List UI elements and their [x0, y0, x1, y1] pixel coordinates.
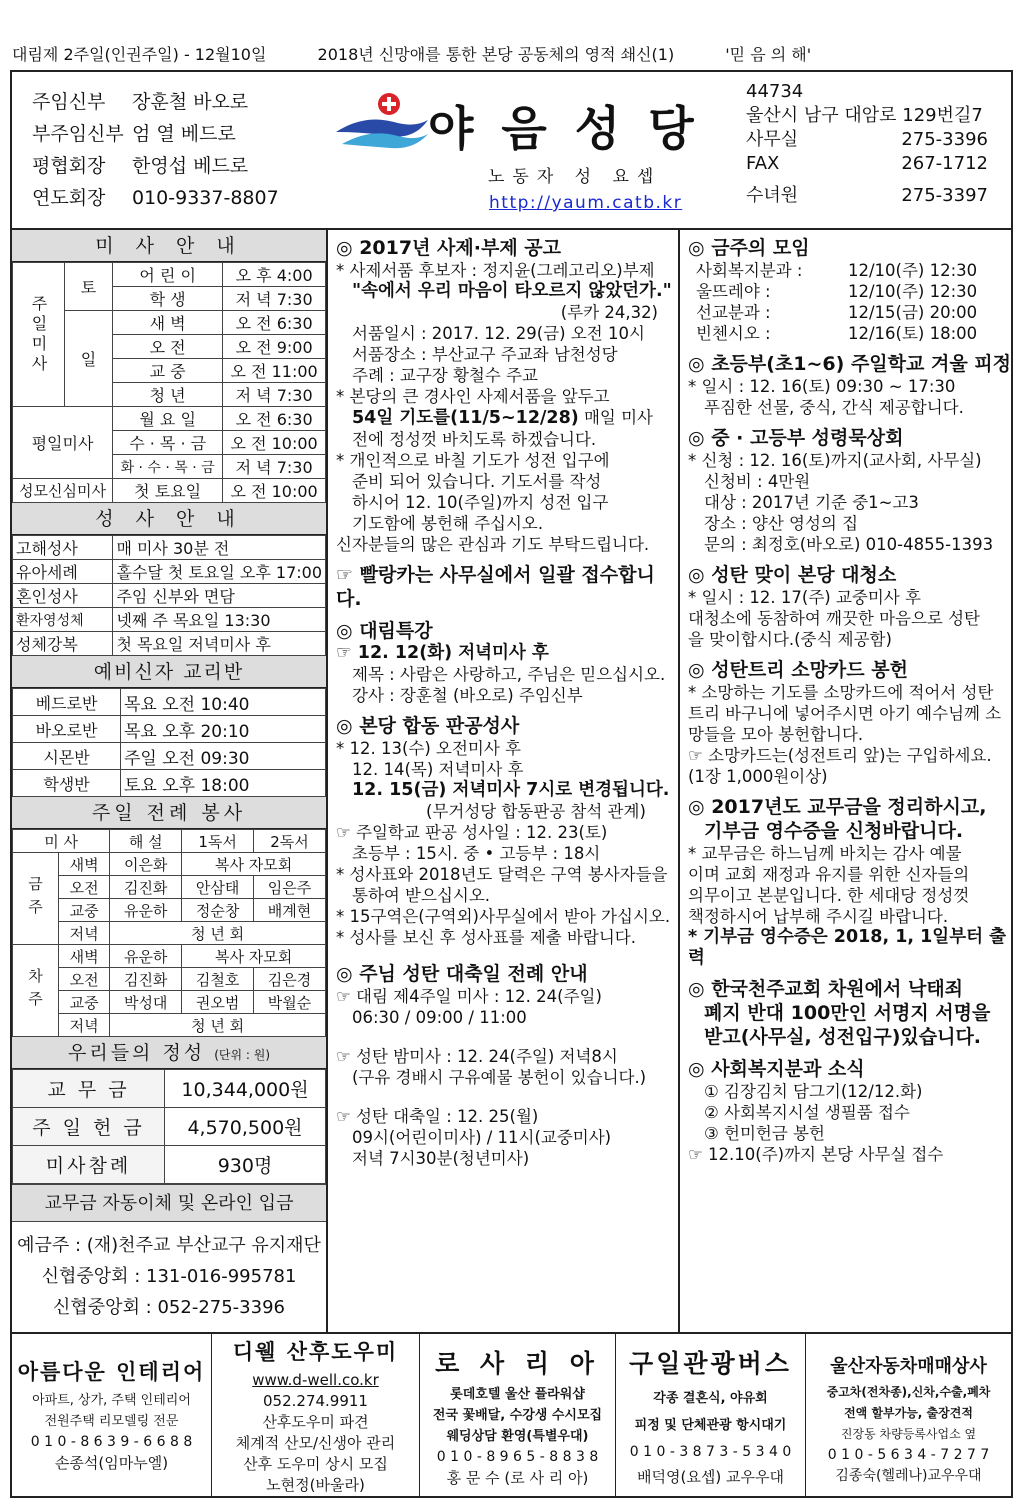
convent-label: 수녀원: [746, 185, 799, 206]
meeting-time: 12/16(토) 18:00: [848, 324, 978, 343]
notice-line: 초등부 : 15시. 중 • 고등부 : 18시: [352, 844, 601, 863]
ad-link[interactable]: www.d-well.co.kr: [252, 1371, 379, 1389]
notice-line: 전에 정성껏 바치도록 하겠습니다.: [352, 430, 597, 449]
youth-group: 청 년 회: [110, 922, 326, 945]
meeting-name: 사회복지분과 :: [696, 261, 803, 280]
notice-line: 통하여 받으십시오.: [352, 886, 491, 905]
clergy-name: 엄 열 베드로: [132, 123, 236, 145]
class-name: 시몬반: [13, 743, 121, 770]
commentator: 박성대: [110, 991, 182, 1014]
mass-time: 저 녁 7:30: [223, 455, 326, 479]
notice-line: 문의 : 최정호(바오로) 010-4855-1393: [704, 535, 994, 554]
convent-phone: 275-3397: [901, 185, 988, 206]
notice-line: * 소망하는 기도를 소망카드에 적어서 성탄: [688, 683, 994, 702]
mass-time: 오 전 10:00: [223, 431, 326, 455]
middle-column: [328, 230, 680, 1332]
church-patron: 노동자 성 요셉: [488, 167, 662, 187]
weekday-mass-label: 평일미사: [13, 407, 113, 479]
ad-postpartum: [212, 1334, 420, 1498]
reader1: 안삼태: [182, 876, 254, 899]
sacrament-info: 주임 신부와 면담: [113, 584, 326, 608]
notice-line: 신자분들의 많은 관심과 기도 부탁드립니다.: [336, 535, 650, 554]
clergy-role: 주임신부: [32, 91, 106, 113]
ad-line: 각종 결혼식, 야유회: [653, 1391, 768, 1406]
clergy-name: 장훈철 바오로: [132, 91, 249, 113]
notice-line: 대청소에 동참하여 깨끗한 마음으로 성탄: [688, 609, 980, 628]
ad-line: 노현정(바울라): [266, 1476, 365, 1494]
notice-line: 09시(어린이미사) / 11시(교중미사): [352, 1128, 612, 1147]
notice-emph: * 기부금 영수증은 2018, 1, 1일부터 출력: [688, 927, 1007, 968]
auto-transfer-banner: 교무금 자동이체 및 온라인 입금: [12, 1184, 326, 1222]
advertisement-bar: [12, 1332, 1011, 1498]
ad-title: 아름다운 인테리어: [17, 1360, 206, 1384]
notice-line: * 신청 : 12. 16(토)까지(교사회, 사무실): [688, 451, 982, 470]
notice-line: ☞ 12.10(주)까지 본당 사무실 접수: [688, 1145, 944, 1164]
bank-account-info: [12, 1222, 326, 1323]
commentator: 김진화: [110, 876, 182, 899]
sunday-label: 일: [65, 311, 113, 407]
section-title: ◎ 초등부(초1~6) 주일학교 겨울 피정: [688, 353, 1011, 375]
class-name: 바오로반: [13, 716, 121, 743]
ad-line: 홍 문 수 (로 사 리 아): [446, 1469, 589, 1487]
church-website-link[interactable]: http://yaum.catb.kr: [489, 193, 683, 213]
col-header: 해 설: [110, 830, 182, 853]
ad-line: 체계적 산모/신생아 관리: [235, 1434, 396, 1452]
clergy-name: 010-9337-8807: [132, 187, 279, 209]
offering-label: 교 무 금: [13, 1070, 165, 1108]
ad-line: 롯데호텔 울산 플라워샵: [450, 1387, 585, 1402]
section-title: ☞ 빨랑카는 사무실에서 일괄 접수합니다.: [336, 564, 655, 610]
mass-slot: 오전: [59, 876, 110, 899]
notice-line: 강사 : 장훈철 (바오로) 주임신부: [352, 686, 583, 705]
clergy-role: 부주임신부: [32, 123, 124, 145]
notice-line: ☞ 소망카드는(성전트리 앞)는 구입하세요.: [688, 746, 992, 765]
sacrament-name: 고해성사: [13, 536, 113, 560]
ad-flower: [420, 1334, 616, 1498]
notice-line: 책정하시어 납부해 주시길 바랍니다.: [688, 907, 949, 926]
liturgy-service-title: 주일 전례 봉사: [12, 797, 326, 829]
section-title: ◎ 2017년도 교무금을 정리하시고,: [688, 796, 987, 818]
reader: 복사 자모회: [182, 853, 326, 876]
notice-line: 장소 : 양산 영성의 집: [704, 514, 859, 533]
sacrament-name: 환자영성체: [13, 608, 113, 632]
ad-line: 배덕영(요셉) 교우우대: [637, 1468, 784, 1486]
class-time: 목요 오전 10:40: [121, 689, 326, 716]
mass-time: 오 전 9:00: [223, 335, 326, 359]
reader1: 정순창: [182, 899, 254, 922]
notice-line: ☞ 대림 제4주일 미사 : 12. 24(주일): [336, 987, 602, 1006]
notice-line: 주례 : 교구장 황철수 주교: [352, 366, 538, 385]
offering-label: 주 일 헌 금: [13, 1108, 165, 1146]
reader1: 김철호: [182, 968, 254, 991]
section-title: 기부금 영수증을 신청바랍니다.: [704, 820, 964, 842]
notice-line: 하시어 12. 10(주일)까지 성전 입구: [352, 493, 609, 512]
ad-line: 0 1 0 - 3 8 7 3 - 5 3 4 0: [629, 1444, 792, 1460]
church-name: 야음성당: [428, 102, 722, 157]
notice-line: ③ 헌미헌금 봉헌: [704, 1124, 825, 1143]
mass-name: 어 린 이: [113, 263, 223, 287]
bulletin-header: [12, 72, 1011, 230]
meeting-time: 12/10(주) 12:30: [848, 261, 978, 280]
reader2: 배계현: [254, 899, 326, 922]
mass-slot: 교중: [59, 899, 110, 922]
notice-line: 대상 : 2017년 기준 중1~고3: [704, 493, 919, 512]
section-title: ◎ 본당 합동 판공성사: [336, 715, 520, 737]
ad-line: 산후도우미 파견: [262, 1413, 369, 1431]
ad-title: 구일관광버스: [629, 1349, 792, 1378]
sunday-mass-label: 주일미사: [13, 263, 65, 407]
mass-slot: 저녁: [59, 922, 110, 945]
notice-line: 신청비 : 4만원: [704, 472, 811, 491]
sacrament-name: 혼인성사: [13, 584, 113, 608]
sacrament-guide-title: 성 사 안 내: [12, 503, 326, 535]
notice-line: 망들을 모아 봉헌합니다.: [688, 725, 864, 744]
year-theme: 2018년 신망애를 통한 본당 공동체의 영적 쇄신(1): [317, 45, 675, 64]
mass-name: 첫 토요일: [113, 479, 223, 503]
section-title: ◎ 성탄트리 소망카드 봉헌: [688, 659, 908, 681]
ad-bus: [616, 1334, 806, 1498]
reader: 복사 자모회: [182, 945, 326, 968]
notice-emph: 54일 기도를(11/5~12/28): [352, 408, 579, 428]
notice-line: 제목 : 사람은 사랑하고, 주님은 믿으십시오.: [352, 665, 666, 684]
section-title: ◎ 한국천주교회 차원에서 낙태죄: [688, 978, 964, 1000]
notice-line: ☞ 성탄 대축일 : 12. 25(월): [336, 1107, 539, 1126]
sacrament-name: 성체강복: [13, 632, 113, 656]
ad-line: 전액 할부가능, 출장견적: [844, 1406, 973, 1420]
this-week-label: 금주: [13, 853, 59, 945]
mass-name: 새 벽: [113, 311, 223, 335]
catechumen-title: 예비신자 교리반: [12, 656, 326, 688]
offering-title: [12, 1037, 326, 1069]
clergy-role: 평협회장: [32, 155, 106, 177]
sacrament-info: 첫 목요일 저녁미사 후: [113, 632, 326, 656]
sacrament-info: 넷째 주 목요일 13:30: [113, 608, 326, 632]
section-title: ◎ 중 · 고등부 성령묵상회: [688, 427, 904, 449]
section-title: ◎ 주님 성탄 대축일 전례 안내: [336, 963, 588, 985]
meeting-time: 12/15(금) 20:00: [848, 303, 978, 322]
offering-heading: 우리들의 정성: [67, 1042, 206, 1064]
col-header: 미 사: [13, 830, 110, 853]
catechumen-table: [12, 688, 326, 797]
sacrament-table: [12, 535, 326, 656]
section-title: 폐지 반대 100만인 서명지 서명을: [704, 1002, 991, 1024]
notice-line: * 일시 : 12. 17(주) 교중미사 후: [688, 588, 921, 607]
class-time: 토요 오후 18:00: [121, 770, 326, 797]
mass-guide-title: 미 사 안 내: [12, 230, 326, 262]
mass-time: 저 녁 7:30: [223, 383, 326, 407]
mass-name: 수 · 목 · 금: [113, 431, 223, 455]
mass-name: 학 생: [113, 287, 223, 311]
notice-line: (루카 24,32): [560, 303, 658, 322]
clergy-name: 한영섭 베드로: [132, 155, 249, 177]
ad-line: 052.274.9911: [263, 1392, 368, 1410]
notice-line: * 성사를 보신 후 성사표를 제출 바랍니다.: [336, 928, 636, 947]
mass-time: 오 전 11:00: [223, 359, 326, 383]
mass-slot: 교중: [59, 991, 110, 1014]
class-name: 학생반: [13, 770, 121, 797]
offering-value: 930명: [165, 1146, 326, 1184]
meeting-name: 선교분과 :: [696, 303, 771, 322]
bulletin-sheet: [10, 70, 1013, 1498]
ad-line: 중고차(전차종),신차,수출,폐차: [826, 1385, 991, 1399]
faith-year: '믿 음 의 해': [725, 45, 812, 64]
ad-car-dealer: [806, 1334, 1011, 1498]
mass-slot: 새벽: [59, 945, 110, 968]
notice-line: (1장 1,000원이상): [688, 767, 828, 786]
notice-line: 기도함에 봉헌해 주십시오.: [352, 514, 544, 533]
mass-slot: 저녁: [59, 1014, 110, 1037]
mass-slot: 오전: [59, 968, 110, 991]
ad-line: 전원주택 리모델링 전문: [44, 1414, 179, 1429]
offering-value: 10,344,000원: [165, 1070, 326, 1108]
ad-line: 전국 꽃배달, 수강생 수시모집: [432, 1408, 603, 1423]
commentator: 이은화: [110, 853, 182, 876]
next-week-label: 차주: [13, 945, 59, 1037]
section-title: ◎ 2017년 사제·부제 공고: [336, 237, 561, 259]
youth-group: 청 년 회: [110, 1014, 326, 1037]
ad-title: 디웰 산후도우미: [232, 1340, 399, 1364]
ad-line: 피정 및 단체관광 항시대기: [634, 1418, 787, 1433]
notice-line: * 본당의 큰 경사인 사제서품을 앞두고: [336, 387, 610, 406]
notice-line: 저녁 7시30분(청년미사): [352, 1149, 530, 1168]
mass-slot: 새벽: [59, 853, 110, 876]
notice-line: 푸짐한 선물, 중식, 간식 제공합니다.: [704, 398, 964, 417]
church-address: [746, 80, 988, 208]
clergy-list: [32, 86, 279, 214]
ad-title: 울산자동차매매상사: [830, 1356, 987, 1377]
notice-emph: 12. 15(금) 저녁미사 7시로 변경됩니다.: [352, 780, 670, 800]
offering-table: [12, 1069, 326, 1184]
notice-line: 의무이고 본분입니다. 한 세대당 정성껏: [688, 886, 970, 905]
office-label: 사무실: [746, 129, 799, 150]
bank-account: 신협중앙회 : 131-016-995781: [41, 1266, 297, 1287]
class-time: 목요 오후 20:10: [121, 716, 326, 743]
bulletin-top-line: [12, 42, 1012, 65]
reader2: 김은경: [254, 968, 326, 991]
sunday-title: 대림제 2주일(인권주일) - 12월10일: [12, 45, 267, 64]
notice-line: (무거성당 합동판공 참석 관계): [426, 802, 646, 821]
ad-line: 김종숙(헬레나)교우우대: [835, 1468, 982, 1484]
reader2: 임은주: [254, 876, 326, 899]
commentator: 유운하: [110, 945, 182, 968]
ad-line: 0 1 0 - 5 6 3 4 - 7 2 7 7: [827, 1447, 990, 1463]
notice-quote: "속에서 우리 마음이 타오르지 않았던가.": [352, 281, 672, 301]
liturgy-service-table: [12, 829, 326, 1037]
fax-number: 267-1712: [901, 153, 988, 174]
notice-line: ② 사회복지시설 생필품 접수: [704, 1103, 910, 1122]
section-title: ◎ 금주의 모임: [688, 237, 810, 259]
offering-label: 미사참례: [13, 1146, 165, 1184]
notice-line: 트리 바구니에 넣어주시면 아기 예수님께 소: [688, 704, 1002, 723]
notice-line: * 15구역은(구역외)사무실에서 받아 가십시오.: [336, 907, 671, 926]
notice-line: 12. 14(목) 저녁미사 후: [352, 760, 524, 779]
notice-line: ① 김장김치 담그기(12/12.화): [704, 1082, 923, 1101]
mass-name: 월 요 일: [113, 407, 223, 431]
mass-schedule-table: [12, 262, 326, 503]
sacrament-name: 유아세례: [13, 560, 113, 584]
ad-line: 진장동 차량등록사업소 옆: [840, 1427, 977, 1441]
notice-line: ☞ 성탄 밤미사 : 12. 24(주일) 저녁8시: [336, 1047, 618, 1066]
notice-line: 매일 미사: [578, 408, 653, 427]
section-title: ◎ 대림특강: [336, 620, 433, 642]
fax-label: FAX: [746, 153, 780, 174]
class-time: 주일 오전 09:30: [121, 743, 326, 770]
section-title: ◎ 성탄 맞이 본당 대청소: [688, 564, 897, 586]
mass-time: 저 녁 7:30: [223, 287, 326, 311]
commentator: 김진화: [110, 968, 182, 991]
mass-time: 오 전 6:30: [223, 311, 326, 335]
mass-time: 오 전 10:00: [223, 479, 326, 503]
left-column: [12, 230, 328, 1332]
meeting-schedule: [688, 260, 1011, 344]
notice-line: 06:30 / 09:00 / 11:00: [352, 1008, 527, 1027]
notice-line: * 교무금은 하느님께 바치는 감사 예물: [688, 844, 962, 863]
notice-line: * 12. 13(수) 오전미사 후: [336, 739, 521, 758]
saturday-label: 토: [65, 263, 113, 311]
mass-name: 오 전: [113, 335, 223, 359]
meeting-name: 빈첸시오 :: [696, 324, 771, 343]
sacrament-info: 매 미사 30분 전: [113, 536, 326, 560]
offering-value: 4,570,500원: [165, 1108, 326, 1146]
reader1: 권오범: [182, 991, 254, 1014]
reader2: 박월순: [254, 991, 326, 1014]
mass-name: 청 년: [113, 383, 223, 407]
ad-line: 0 1 0 - 8 6 3 9 - 6 6 8 8: [30, 1434, 193, 1450]
notice-line: 이며 교회 재정과 유지를 위한 신자들의: [688, 865, 970, 884]
notice-line: 을 맞이합시다.(중식 제공함): [688, 630, 892, 649]
commentator: 유운하: [110, 899, 182, 922]
col-header: 1독서: [182, 830, 254, 853]
mass-time: 오 후 4:00: [223, 263, 326, 287]
mass-name: 교 중: [113, 359, 223, 383]
mass-name: 화 · 수 · 목 · 금: [113, 455, 223, 479]
notice-line: (구유 경배시 구유예물 봉헌이 있습니다.): [352, 1068, 647, 1087]
right-column: [680, 230, 1011, 1332]
notice-emph: ☞ 12. 12(화) 저녁미사 후: [336, 643, 549, 663]
office-phone: 275-3396: [901, 129, 988, 150]
notice-line: * 사제서품 후보자 : 정지윤(그레고리오)부제: [336, 261, 655, 280]
ad-line: 손종석(임마누엘): [54, 1454, 169, 1472]
offering-unit: (단위 : 원): [214, 1048, 271, 1062]
sacrament-info: 홀수달 첫 토요일 오후 17:00: [113, 560, 326, 584]
street-address: 울산시 남구 대암로 129번길7: [746, 105, 983, 126]
class-name: 베드로반: [13, 689, 121, 716]
meeting-time: 12/10(주) 12:30: [848, 282, 978, 301]
section-title: 받고(사무실, 성전입구)있습니다.: [704, 1026, 982, 1048]
ad-line: 웨딩상담 환영(특별우대): [446, 1429, 589, 1444]
notice-line: 서품일시 : 2017. 12. 29(금) 오전 10시: [352, 324, 645, 343]
postal-code: 44734: [746, 81, 804, 102]
bank-account: 신협중앙회 : 052-275-3396: [53, 1297, 285, 1318]
ad-line: 0 1 0 - 8 9 6 5 - 8 8 3 8: [436, 1449, 599, 1465]
notice-line: * 성사표와 2018년도 달력은 구역 봉사자들을: [336, 865, 668, 884]
ad-line: 아파트, 상가, 주택 인테리어: [32, 1393, 191, 1408]
clergy-role: 연도회장: [32, 187, 106, 209]
ad-title: 로 사 리 아: [435, 1349, 600, 1378]
ad-interior: [12, 1334, 212, 1498]
notice-line: * 일시 : 12. 16(토) 09:30 ~ 17:30: [688, 377, 956, 396]
col-header: 2독서: [254, 830, 326, 853]
section-title: ◎ 사회복지분과 소식: [688, 1058, 865, 1080]
account-holder: 예금주 : (재)천주교 부산교구 유지재단: [17, 1235, 321, 1256]
meeting-name: 울뜨레야 :: [696, 282, 771, 301]
notice-line: * 개인적으로 바칠 기도가 성전 입구에: [336, 451, 610, 470]
notice-line: ☞ 주일학교 판공 성사일 : 12. 23(토): [336, 823, 608, 842]
notice-line: 서품장소 : 부산교구 주교좌 남천성당: [352, 345, 618, 364]
mass-time: 오 전 6:30: [223, 407, 326, 431]
marian-mass-label: 성모신심미사: [13, 479, 113, 503]
notice-line: 준비 되어 있습니다. 기도서를 작성: [352, 472, 602, 491]
church-logo: [334, 92, 430, 150]
ad-line: 산후 도우미 상시 모집: [243, 1455, 388, 1473]
